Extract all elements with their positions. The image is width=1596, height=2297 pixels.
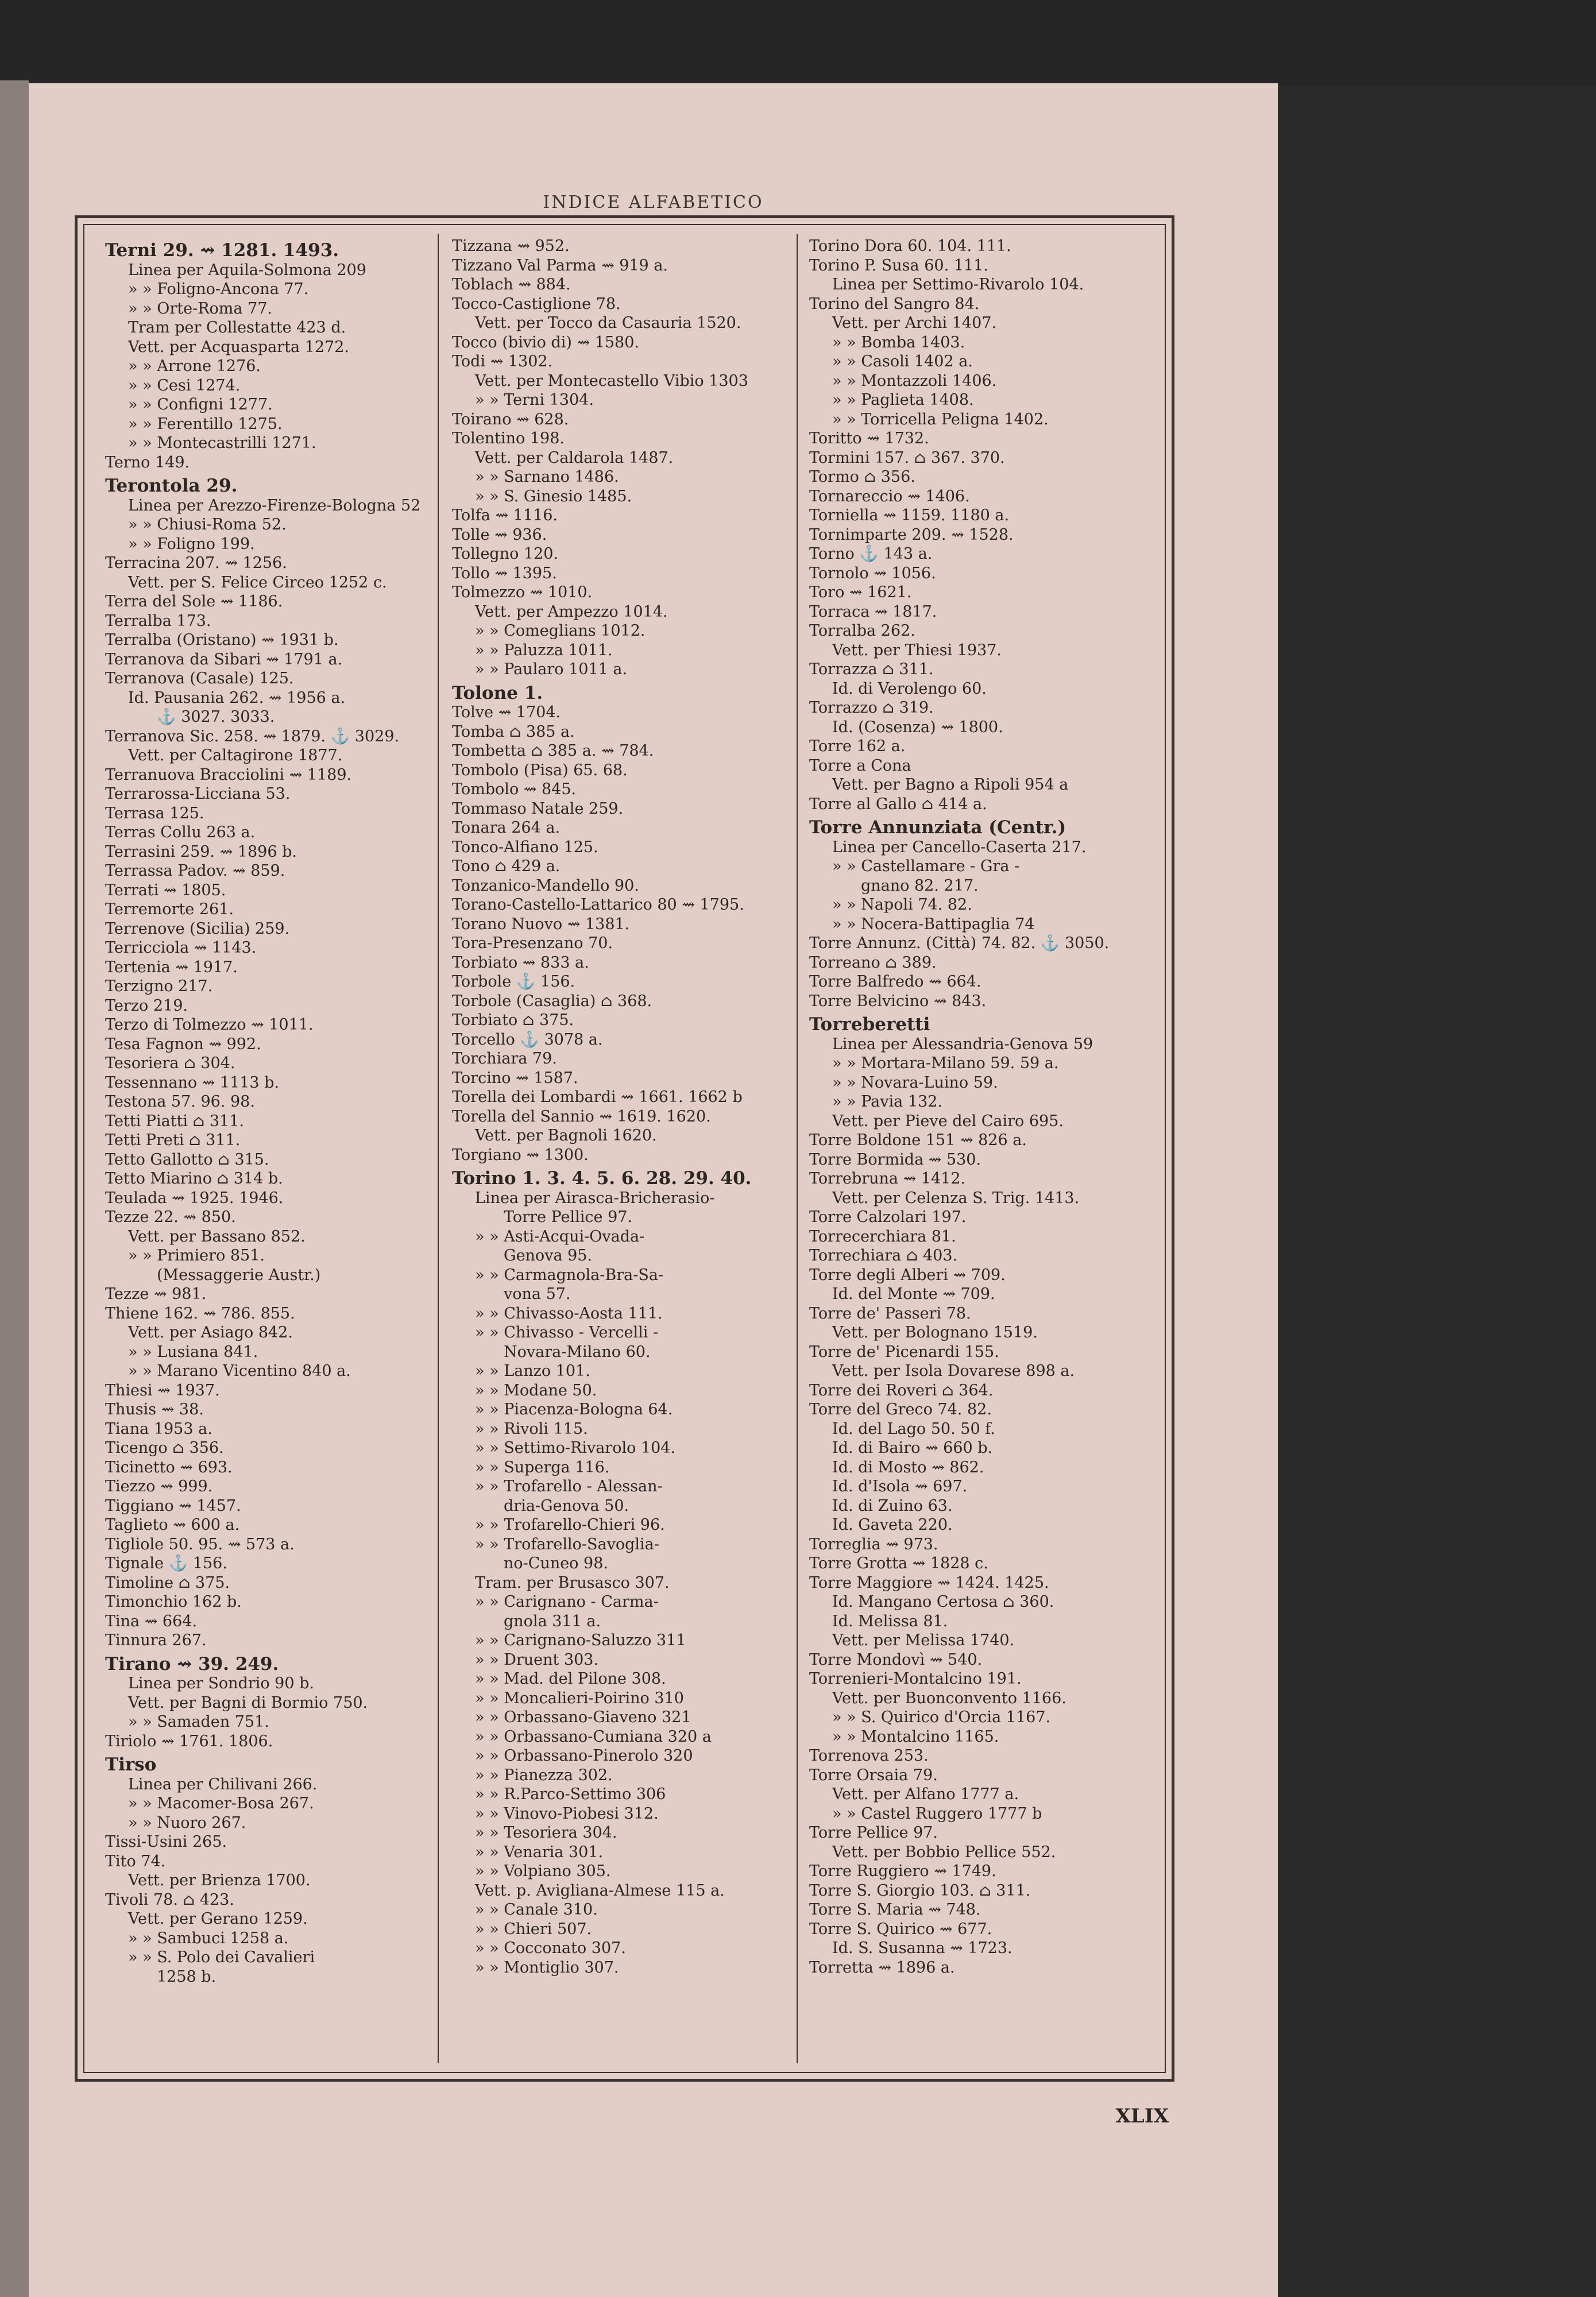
index-entry: Vett. per Tocco da Casauria 1520.: [475, 314, 741, 332]
index-heading: Tirso: [105, 1754, 157, 1775]
index-entry: Torino Dora 60. 104. 111.: [809, 237, 1011, 255]
index-entry: » » Cocconato 307.: [475, 1939, 626, 1957]
index-entry: vona 57.: [504, 1285, 571, 1303]
index-entry: » » Primiero 851.: [128, 1247, 265, 1264]
index-entry: Torella dei Lombardi ⇝ 1661. 1662 b: [452, 1088, 743, 1106]
index-entry: Genova 95.: [504, 1247, 593, 1264]
index-entry: » » Rivoli 115.: [475, 1420, 588, 1438]
index-entry: Tollo ⇝ 1395.: [452, 564, 557, 582]
index-entry: Vett. per Bagni di Bormio 750.: [128, 1693, 368, 1712]
index-entry: Tina ⇝ 664.: [105, 1612, 198, 1630]
index-column-3: [809, 237, 1165, 2060]
index-entry: Tolentino 198.: [452, 430, 565, 447]
index-entry: » » Cesi 1274.: [128, 376, 241, 395]
index-entry: Torre Bormida ⇝ 530.: [809, 1150, 981, 1169]
index-entry: Torino del Sangro 84.: [809, 295, 980, 313]
index-entry: » » Sarnano 1486.: [475, 468, 619, 486]
index-entry: Vett. per Pieve del Cairo 695.: [832, 1112, 1064, 1130]
index-entry: Tommaso Natale 259.: [452, 799, 624, 818]
index-entry: » » Pianezza 302.: [475, 1766, 613, 1784]
index-entry: Terzo 219.: [105, 996, 188, 1015]
index-entry: Novara-Milano 60.: [504, 1343, 651, 1361]
index-column-2: [452, 237, 774, 2060]
index-entry: Torcello ⚓ 3078 a.: [452, 1030, 603, 1049]
index-entry: » » Mortara-Milano 59. 59 a.: [832, 1054, 1059, 1072]
index-column-1: [105, 237, 424, 2060]
index-entry: » » Montiglio 307.: [475, 1958, 619, 1977]
index-entry: Torre degli Alberi ⇝ 709.: [809, 1266, 1006, 1284]
index-entry: » » Canale 310.: [475, 1901, 598, 1919]
index-entry: » » S. Ginesio 1485.: [475, 487, 632, 505]
index-entry: Torre S. Quirico ⇝ 677.: [809, 1920, 992, 1938]
index-entry: Toirano ⇝ 628.: [452, 410, 569, 428]
index-entry: » » Asti-Acqui-Ovada-: [475, 1227, 645, 1246]
index-entry: Tetti Piatti ⌂ 311.: [105, 1112, 244, 1130]
index-entry: Torre Annunz. (Città) 74. 82. ⚓ 3050.: [809, 934, 1110, 952]
index-entry: dria-Genova 50.: [504, 1496, 629, 1515]
index-entry: Linea per Alessandria-Genova 59: [832, 1035, 1093, 1053]
index-entry: » » Tesoriera 304.: [475, 1824, 617, 1842]
index-entry: Tombolo ⇝ 845.: [452, 780, 577, 798]
index-entry: Id. Pausania 262. ⇝ 1956 a.: [128, 689, 346, 707]
index-entry: » » Nuoro 267.: [128, 1813, 246, 1832]
index-entry: Torino P. Susa 60. 111.: [809, 256, 988, 274]
index-entry: » » Casoli 1402 a.: [832, 353, 973, 370]
index-entry: Terrasini 259. ⇝ 1896 b.: [105, 842, 297, 861]
index-entry: Torno ⚓ 143 a.: [809, 545, 933, 563]
index-entry: Torrecerchiara 81.: [809, 1227, 956, 1246]
index-entry: Tonara 264 a.: [452, 819, 561, 837]
index-entry: Thusis ⇝ 38.: [105, 1401, 204, 1418]
index-entry: Tocco (bivio di) ⇝ 1580.: [452, 333, 639, 351]
page-header: INDICE ALFABETICO: [543, 192, 764, 212]
index-entry: Linea per Chilivani 266.: [128, 1775, 318, 1793]
index-entry: Torrazza ⌂ 311.: [809, 660, 934, 678]
index-entry: » » Novara-Luino 59.: [832, 1073, 998, 1092]
index-entry: Tetto Miarino ⌂ 314 b.: [105, 1170, 283, 1188]
index-entry: Torre S. Giorgio 103. ⌂ 311.: [809, 1881, 1031, 1900]
index-entry: Terralba (Oristano) ⇝ 1931 b.: [105, 631, 339, 649]
index-entry: Torre Pellice 97.: [809, 1824, 938, 1842]
index-entry: Ticinetto ⇝ 693.: [105, 1458, 233, 1476]
index-entry: Torre 162 a.: [809, 737, 906, 755]
index-entry: Timonchio 162 b.: [105, 1593, 242, 1611]
index-entry: » » Macomer-Bosa 267.: [128, 1795, 314, 1812]
index-entry: Tignale ⚓ 156.: [105, 1554, 227, 1572]
index-entry: » » Castellamare - Gra -: [832, 857, 1020, 875]
index-entry: Torre Belvicino ⇝ 843.: [809, 992, 987, 1010]
index-entry: » » Chivasso - Vercelli -: [475, 1324, 659, 1341]
index-entry: » » S. Polo dei Cavalieri: [128, 1948, 315, 1966]
index-entry: Tram. per Brusasco 307.: [475, 1573, 670, 1592]
index-entry: Torre a Cona: [809, 756, 911, 775]
column-separator: [438, 234, 439, 2063]
index-entry: Id. di Bairo ⇝ 660 b.: [832, 1439, 993, 1457]
index-entry: » » Paluzza 1011.: [475, 641, 613, 659]
index-entry: Torre S. Maria ⇝ 748.: [809, 1901, 981, 1919]
index-entry: ⚓ 3027. 3033.: [157, 708, 275, 726]
index-entry: Torrechiara ⌂ 403.: [809, 1247, 958, 1264]
index-entry: » » Bomba 1403.: [832, 333, 965, 351]
index-entry: gnano 82. 217.: [861, 876, 979, 895]
index-entry: Terrenove (Sicilia) 259.: [105, 919, 290, 938]
book-page: [29, 83, 1278, 2297]
index-entry: Vett. per Melissa 1740.: [832, 1631, 1015, 1649]
index-entry: » » Carignano - Carma-: [475, 1593, 659, 1611]
index-entry: Torre Boldone 151 ⇝ 826 a.: [809, 1131, 1027, 1149]
index-entry: Vett. per Caltagirone 1877.: [128, 747, 343, 764]
column-separator: [797, 234, 798, 2063]
index-entry: Terranova da Sibari ⇝ 1791 a.: [105, 650, 343, 668]
index-entry: no-Cuneo 98.: [504, 1554, 608, 1572]
index-entry: Vett. per Celenza S. Trig. 1413.: [832, 1189, 1080, 1207]
index-entry: Terranova Sic. 258. ⇝ 1879. ⚓ 3029.: [105, 727, 400, 745]
index-entry: » » Settimo-Rivarolo 104.: [475, 1439, 676, 1457]
index-entry: Toro ⇝ 1621.: [809, 583, 912, 601]
index-entry: Tombetta ⌂ 385 a. ⇝ 784.: [452, 742, 654, 760]
index-entry: Tivoli 78. ⌂ 423.: [105, 1890, 234, 1909]
index-entry: Vett. p. Avigliana-Almese 115 a.: [475, 1881, 725, 1900]
index-entry: Torrenova 253.: [809, 1747, 929, 1765]
index-entry: Torrazzo ⌂ 319.: [809, 699, 934, 717]
index-entry: Torbiato ⌂ 375.: [452, 1011, 574, 1029]
index-entry: Torre Calzolari 197.: [809, 1208, 967, 1226]
index-entry: » » Trofarello-Savoglia-: [475, 1535, 659, 1553]
index-entry: » » Orbassano-Giaveno 321: [475, 1708, 691, 1726]
index-entry: Torbiato ⇝ 833 a.: [452, 953, 589, 972]
index-entry: Id. Mangano Certosa ⌂ 360.: [832, 1593, 1054, 1611]
index-entry: » » Nocera-Battipaglia 74: [832, 915, 1035, 933]
index-entry: » » Configni 1277.: [128, 396, 273, 413]
book-spine: [0, 80, 29, 2297]
index-entry: Timoline ⌂ 375.: [105, 1573, 230, 1592]
index-entry: Torbole (Casaglia) ⌂ 368.: [452, 992, 652, 1010]
index-entry: Tezze ⇝ 981.: [105, 1285, 207, 1303]
index-entry: Id. d'Isola ⇝ 697.: [832, 1478, 968, 1495]
index-entry: Tetto Gallotto ⌂ 315.: [105, 1150, 269, 1169]
index-entry: Tonco-Alfiano 125.: [452, 838, 598, 856]
index-entry: Vett. per Archi 1407.: [832, 314, 997, 332]
index-frame: [75, 215, 1174, 2082]
index-entry: (Messaggerie Austr.): [157, 1266, 321, 1284]
index-entry: Tornimparte 209. ⇝ 1528.: [809, 525, 1014, 544]
index-entry: Tizzana ⇝ 952.: [452, 237, 570, 255]
index-entry: Thiesi ⇝ 1937.: [105, 1381, 220, 1399]
index-entry: Tornareccio ⇝ 1406.: [809, 487, 970, 505]
index-entry: Id. (Cosenza) ⇝ 1800.: [832, 718, 1003, 736]
index-entry: Torre de' Passeri 78.: [809, 1304, 971, 1322]
index-entry: Todi ⇝ 1302.: [452, 353, 553, 370]
index-entry: Torraca ⇝ 1817.: [809, 602, 937, 621]
background-top: [0, 0, 1596, 86]
index-entry: » » Lusiana 841.: [128, 1343, 258, 1361]
index-entry: » » R.Parco-Settimo 306: [475, 1785, 666, 1803]
index-heading: Torreberetti: [809, 1014, 930, 1035]
index-entry: Id. del Lago 50. 50 f.: [832, 1420, 995, 1438]
index-entry: Vett. per Gerano 1259.: [128, 1910, 308, 1928]
index-heading: Torre Annunziata (Centr.): [809, 817, 1066, 838]
index-entry: » » Foligno-Ancona 77.: [128, 280, 309, 298]
index-entry: Tinnura 267.: [105, 1631, 207, 1649]
index-entry: » » Napoli 74. 82.: [832, 896, 972, 914]
index-entry: Torre Balfredo ⇝ 664.: [809, 973, 981, 991]
index-entry: Linea per Arezzo-Firenze-Bologna 52: [128, 496, 421, 515]
index-entry: » » Marano Vicentino 840 a.: [128, 1362, 351, 1380]
index-entry: » » Castel Ruggero 1777 b: [832, 1804, 1042, 1823]
index-entry: Testona 57. 96. 98.: [105, 1093, 255, 1111]
index-entry: Tocco-Castiglione 78.: [452, 295, 621, 313]
index-entry: Tiezzo ⇝ 999.: [105, 1478, 213, 1495]
index-entry: Terzo di Tolmezzo ⇝ 1011.: [105, 1016, 314, 1034]
index-entry: Vett. per Buonconvento 1166.: [832, 1689, 1066, 1707]
page-number: XLIX: [1115, 2105, 1169, 2128]
index-entry: » » Orbassano-Cumiana 320 a: [475, 1727, 712, 1746]
index-entry: » » Chieri 507.: [475, 1920, 592, 1938]
index-entry: Tram per Collestatte 423 d.: [128, 319, 346, 337]
index-entry: » » Torricella Peligna 1402.: [832, 410, 1049, 428]
index-entry: » » Pavia 132.: [832, 1093, 942, 1111]
index-entry: » » Venaria 301.: [475, 1843, 604, 1861]
index-heading: Tolone 1.: [452, 682, 543, 703]
index-entry: Torre dei Roveri ⌂ 364.: [809, 1381, 994, 1399]
index-entry: Id. S. Susanna ⇝ 1723.: [832, 1939, 1013, 1957]
index-entry: » » Carignano-Saluzzo 311: [475, 1631, 686, 1649]
index-entry: Tigliole 50. 95. ⇝ 573 a.: [105, 1535, 295, 1553]
index-entry: Vett. per Thiesi 1937.: [832, 641, 1002, 659]
index-entry: Terracina 207. ⇝ 1256.: [105, 554, 287, 572]
index-heading: Terni 29. ⇝ 1281. 1493.: [105, 240, 339, 261]
index-entry: » » Sambuci 1258 a.: [128, 1929, 289, 1947]
index-entry: Tesa Fagnon ⇝ 992.: [105, 1035, 261, 1053]
index-entry: Torella del Sannio ⇝ 1619. 1620.: [452, 1107, 711, 1126]
index-entry: » » Volpiano 305.: [475, 1862, 611, 1880]
index-entry: Terremorte 261.: [105, 900, 234, 918]
index-entry: » » Trofarello-Chieri 96.: [475, 1516, 665, 1534]
index-entry: » » Montecastrilli 1271.: [128, 434, 316, 452]
index-entry: Vett. per Bagnoli 1620.: [475, 1127, 657, 1144]
index-entry: Tollegno 120.: [452, 545, 559, 563]
index-entry: Tormo ⌂ 356.: [809, 468, 915, 486]
index-entry: Terricciola ⇝ 1143.: [105, 939, 257, 957]
index-entry: Tombolo (Pisa) 65. 68.: [452, 761, 628, 779]
index-entry: Tolmezzo ⇝ 1010.: [452, 583, 593, 601]
index-entry: Tolve ⇝ 1704.: [452, 703, 561, 721]
index-entry: Vett. per Alfano 1777 a.: [832, 1785, 1019, 1803]
index-entry: Linea per Airasca-Bricherasio-: [475, 1189, 715, 1207]
index-entry: Teulada ⇝ 1925. 1946.: [105, 1189, 284, 1207]
index-entry: » » Samaden 751.: [128, 1713, 269, 1731]
index-entry: Id. Gaveta 220.: [832, 1516, 953, 1534]
index-entry: Torralba 262.: [809, 622, 915, 640]
index-entry: Linea per Settimo-Rivarolo 104.: [832, 276, 1084, 293]
index-entry: Tolfa ⇝ 1116.: [452, 506, 558, 524]
index-entry: Terzigno 217.: [105, 977, 213, 995]
index-entry: Vett. per S. Felice Circeo 1252 c.: [128, 573, 387, 591]
index-entry: Torre al Gallo ⌂ 414 a.: [809, 795, 987, 813]
index-entry: Torgiano ⇝ 1300.: [452, 1146, 589, 1164]
index-entry: » » Chivasso-Aosta 111.: [475, 1304, 663, 1322]
index-entry: » » Paularo 1011 a.: [475, 660, 628, 678]
index-entry: Terras Collu 263 a.: [105, 823, 256, 841]
index-entry: » » Foligno 199.: [128, 535, 255, 553]
index-entry: » » Montazzoli 1406.: [832, 372, 997, 390]
index-entry: Vett. per Acquasparta 1272.: [128, 338, 349, 356]
index-entry: Torano Nuovo ⇝ 1381.: [452, 915, 630, 933]
index-entry: Torreano ⌂ 389.: [809, 953, 937, 972]
index-entry: Torre Mondovì ⇝ 540.: [809, 1650, 983, 1669]
index-entry: » » Terni 1304.: [475, 391, 594, 409]
index-entry: Tezze 22. ⇝ 850.: [105, 1208, 236, 1226]
index-entry: Id. di Verolengo 60.: [832, 679, 987, 698]
index-entry: Torchiara 79.: [452, 1050, 557, 1068]
index-entry: Vett. per Asiago 842.: [128, 1324, 293, 1341]
index-frame-inner: [83, 224, 1166, 2073]
index-entry: Tomba ⌂ 385 a.: [452, 722, 575, 741]
index-entry: » » Vinovo-Piobesi 312.: [475, 1804, 659, 1823]
index-entry: Torre Grotta ⇝ 1828 c.: [809, 1554, 988, 1572]
index-entry: Terra del Sole ⇝ 1186.: [105, 593, 283, 610]
index-entry: » » Modane 50.: [475, 1381, 597, 1399]
index-entry: » » Trofarello - Alessan-: [475, 1478, 663, 1495]
index-entry: » » Carmagnola-Bra-Sa-: [475, 1266, 664, 1284]
index-entry: Id. di Zuino 63.: [832, 1496, 953, 1515]
index-entry: Tolle ⇝ 936.: [452, 525, 547, 544]
index-entry: Terrarossa-Licciana 53.: [105, 785, 291, 803]
index-entry: Toritto ⇝ 1732.: [809, 430, 929, 447]
index-entry: Torano-Castello-Lattarico 80 ⇝ 1795.: [452, 896, 744, 914]
index-entry: Terranuova Bracciolini ⇝ 1189.: [105, 765, 352, 784]
index-entry: gnola 311 a.: [504, 1612, 601, 1630]
index-entry: Tito 74.: [105, 1852, 166, 1870]
index-entry: » » Superga 116.: [475, 1458, 610, 1476]
index-entry: Torrenieri-Montalcino 191.: [809, 1670, 1022, 1688]
index-entry: Id. Melissa 81.: [832, 1612, 948, 1630]
index-entry: » » Paglieta 1408.: [832, 391, 974, 409]
index-entry: Toblach ⇝ 884.: [452, 276, 571, 293]
index-entry: Tizzano Val Parma ⇝ 919 a.: [452, 256, 668, 274]
index-heading: Tirano ⇝ 39. 249.: [105, 1653, 279, 1675]
index-entry: Torre Orsaia 79.: [809, 1766, 938, 1784]
index-entry: Vett. per Bassano 852.: [128, 1227, 306, 1246]
index-entry: Linea per Cancello-Caserta 217.: [832, 838, 1087, 856]
index-entry: Taglieto ⇝ 600 a.: [105, 1516, 240, 1534]
index-entry: Torre de' Picenardi 155.: [809, 1343, 999, 1361]
index-entry: Tiana 1953 a.: [105, 1420, 212, 1438]
index-entry: Vett. per Bagno a Ripoli 954 a: [832, 776, 1069, 794]
index-entry: Tertenia ⇝ 1917.: [105, 958, 238, 976]
index-entry: Vett. per Caldarola 1487.: [475, 448, 674, 467]
index-entry: Torcino ⇝ 1587.: [452, 1069, 578, 1087]
index-entry: » » S. Quirico d'Orcia 1167.: [832, 1708, 1051, 1726]
index-entry: Torbole ⚓ 156.: [452, 973, 575, 991]
index-entry: Terno 149.: [105, 453, 190, 471]
index-heading: Torino 1. 3. 4. 5. 6. 28. 29. 40.: [452, 1168, 752, 1189]
index-entry: Linea per Aquila-Solmona 209: [128, 261, 366, 279]
index-entry: Tormini 157. ⌂ 367. 370.: [809, 448, 1005, 467]
index-entry: Tessennano ⇝ 1113 b.: [105, 1073, 280, 1092]
index-entry: Tora-Presenzano 70.: [452, 934, 613, 952]
index-entry: Terranova (Casale) 125.: [105, 670, 294, 687]
index-entry: » » Ferentillo 1275.: [128, 415, 283, 433]
index-entry: Tetti Preti ⌂ 311.: [105, 1131, 241, 1149]
index-entry: Thiene 162. ⇝ 786. 855.: [105, 1304, 295, 1322]
index-entry: Linea per Sondrio 90 b.: [128, 1675, 314, 1692]
index-entry: Terralba 173.: [105, 612, 211, 630]
index-heading: Terontola 29.: [105, 475, 238, 496]
index-entry: Terrati ⇝ 1805.: [105, 881, 226, 899]
index-entry: Terrasa 125.: [105, 804, 204, 822]
index-entry: Tesoriera ⌂ 304.: [105, 1054, 235, 1072]
index-entry: Torrebruna ⇝ 1412.: [809, 1170, 966, 1188]
index-entry: Id. di Mosto ⇝ 862.: [832, 1458, 984, 1476]
index-entry: Torre Maggiore ⇝ 1424. 1425.: [809, 1573, 1049, 1592]
index-entry: » » Orbassano-Pinerolo 320: [475, 1747, 693, 1765]
index-entry: Torretta ⇝ 1896 a.: [809, 1958, 955, 1977]
index-entry: Vett. per Brienza 1700.: [128, 1871, 311, 1889]
index-entry: Torre Pellice 97.: [504, 1208, 633, 1226]
index-entry: » » Piacenza-Bologna 64.: [475, 1401, 673, 1418]
index-entry: » » Comeglians 1012.: [475, 622, 646, 640]
index-entry: » » Arrone 1276.: [128, 357, 261, 375]
index-entry: » » Montalcino 1165.: [832, 1727, 999, 1746]
index-entry: Vett. per Bolognano 1519.: [832, 1324, 1038, 1341]
index-entry: Tissi-Usini 265.: [105, 1833, 227, 1851]
index-entry: 1258 b.: [157, 1967, 217, 1986]
index-entry: Torreglia ⇝ 973.: [809, 1535, 938, 1553]
index-entry: Ticengo ⌂ 356.: [105, 1439, 224, 1457]
index-entry: » » Chiusi-Roma 52.: [128, 516, 287, 533]
index-entry: Vett. per Ampezzo 1014.: [475, 602, 668, 621]
index-entry: Torre Ruggiero ⇝ 1749.: [809, 1862, 996, 1880]
index-entry: » » Lanzo 101.: [475, 1362, 590, 1380]
index-entry: Vett. per Isola Dovarese 898 a.: [832, 1362, 1075, 1380]
index-entry: Tiggiano ⇝ 1457.: [105, 1496, 241, 1515]
index-entry: Torniella ⇝ 1159. 1180 a.: [809, 506, 1010, 524]
index-entry: » » Moncalieri-Poirino 310: [475, 1689, 684, 1707]
index-entry: » » Druent 303.: [475, 1650, 599, 1669]
index-entry: Tono ⌂ 429 a.: [452, 857, 561, 875]
index-entry: Id. del Monte ⇝ 709.: [832, 1285, 995, 1303]
index-entry: » » Mad. del Pilone 308.: [475, 1670, 666, 1688]
index-entry: Tonzanico-Mandello 90.: [452, 876, 639, 895]
index-entry: » » Orte-Roma 77.: [128, 299, 273, 318]
index-entry: Torre del Greco 74. 82.: [809, 1401, 992, 1418]
index-entry: Tornolo ⇝ 1056.: [809, 564, 936, 582]
index-entry: Terrassa Padov. ⇝ 859.: [105, 862, 285, 880]
index-entry: Vett. per Montecastello Vibio 1303: [475, 372, 748, 390]
index-entry: Vett. per Bobbio Pellice 552.: [832, 1843, 1056, 1861]
index-entry: Tiriolo ⇝ 1761. 1806.: [105, 1732, 273, 1750]
